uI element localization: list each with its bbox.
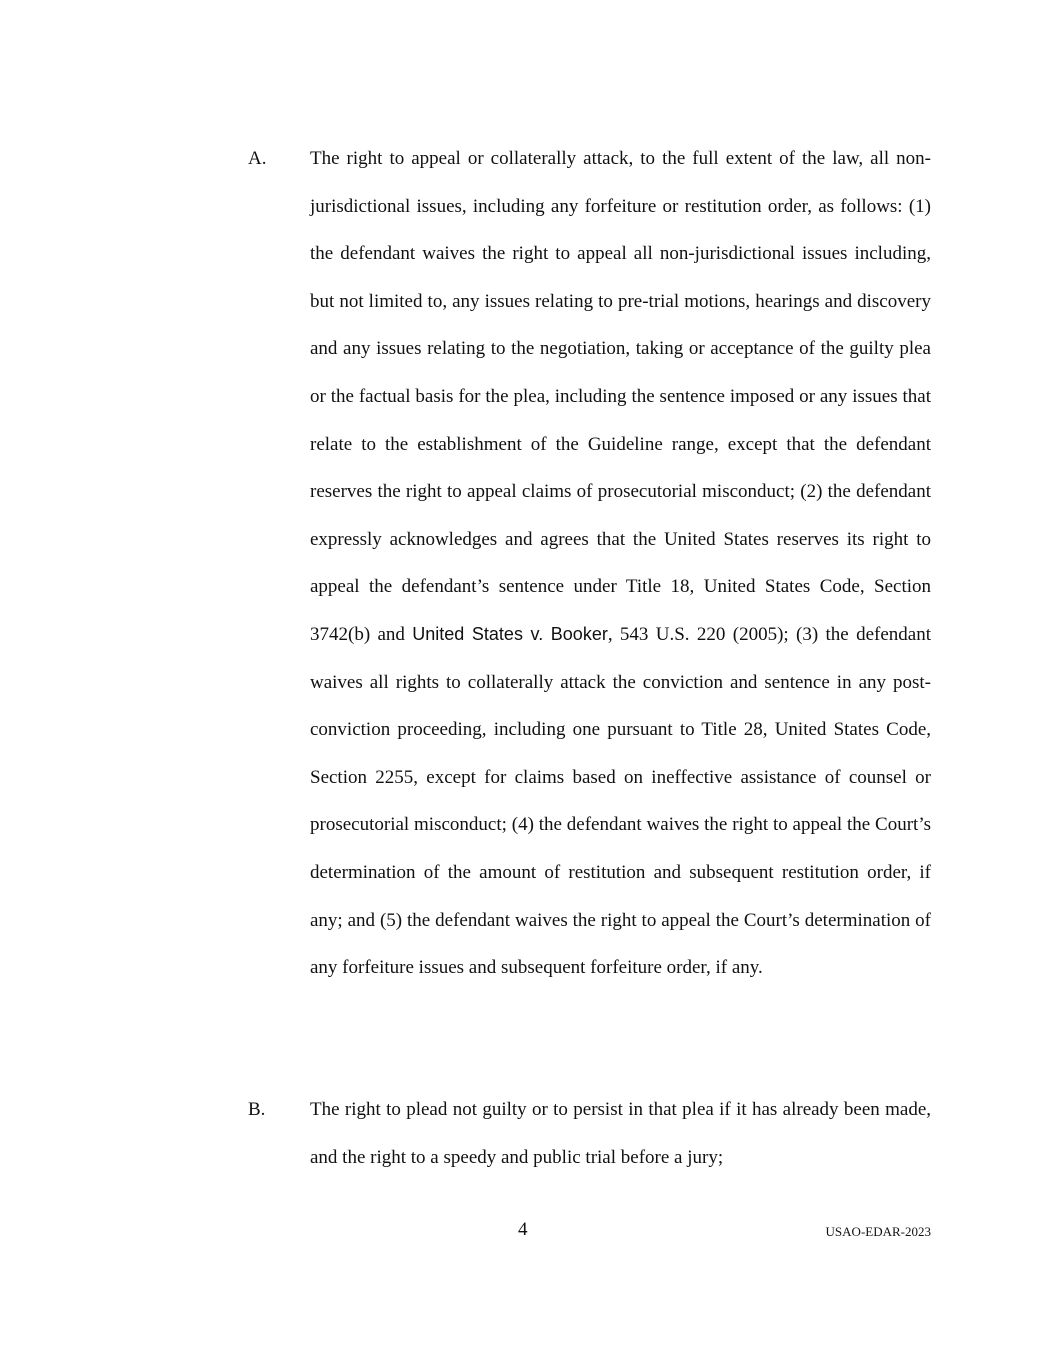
list-item-label: A.	[248, 148, 267, 169]
document-code: USAO-EDAR-2023	[825, 1224, 931, 1239]
list-item-label: B.	[248, 1099, 266, 1120]
text-segment: , 543 U.S. 220 (2005); (3) the defendant waives all rights to collaterally attack the conviction and sentence in any post-conviction proceeding, including one pursuant to Title 28, United States Code, Section 2255, except for claims based on ineffective assistance of counsel or prosecutorial misconduct; (4) the defendant waives the right to appeal the Court’s determination of the amount of restitution and subsequent restitution order, if any; and (5) the defendant waives the right to appeal the Court’s determination of any forfeiture issues and subsequent forfeiture order, if any.	[310, 623, 931, 979]
list-item-text	[310, 135, 931, 992]
case-citation: United States v. Booker	[412, 623, 608, 644]
text-segment: The right to appeal or collaterally attack, to the full extent of the law, all non-jurisdictional issues, including any forfeiture or restitution order, as follows: (1) the defendant waives the right to appeal all non-jurisdictional issues including, but not limited to, any issues relating to pre-trial motions, hearings and discovery and any issues relating to the negotiation, taking or acceptance of the guilty plea or the factual basis for the plea, including the sentence imposed or any issues that relate to the establishment of the Guideline range, except that the defendant reserves the right to appeal claims of prosecutorial misconduct; (2) the defendant expressly acknowledges and agrees that the United States reserves its right to appeal the defendant’s sentence under Title 18, United States Code, Section 3742(b) and	[310, 148, 931, 645]
page-number: 4	[518, 1219, 528, 1240]
list-item-text: The right to plead not guilty or to persist in that plea if it has already been made, and the right to a speedy and public trial before a jury;	[310, 1099, 931, 1168]
